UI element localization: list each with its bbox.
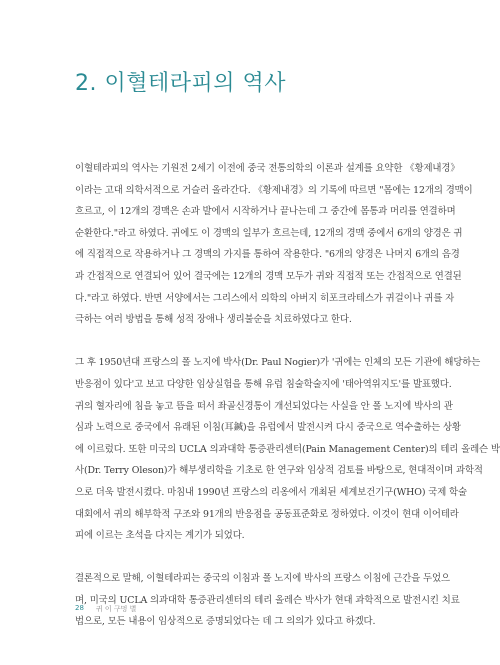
text-line: 심과 노력으로 중국에서 유래된 이침(耳鍼)을 유럽에서 발전시켜 다시 중국으로 역수출하는 상황 bbox=[75, 422, 461, 434]
text-line: 흐르고, 이 12개의 경맥은 손과 발에서 시작하거나 끝나는데 그 중간에 몸통과 머리를 연결하며 bbox=[75, 206, 456, 218]
paragraph-3 bbox=[75, 568, 460, 633]
text-line: 다."라고 하였다. 반면 서양에서는 그리스에서 의학의 아버지 히포크라테스가 귀걸이나 귀를 자 bbox=[75, 292, 455, 304]
text-line: 법으로, 모든 내용이 임상적으로 증명되었다는 데 그 의의가 있다고 하겠다. bbox=[75, 616, 376, 628]
text-line: 그 후 1950년대 프랑스의 폴 노지에 박사(Dr. Paul Nogier)가 '귀에는 인체의 모든 기관에 해당하는 bbox=[75, 357, 481, 369]
text-line: 극하는 여러 방법을 통해 성적 장애나 생리불순을 치료하였다고 한다. bbox=[75, 314, 352, 326]
text-line: 반응점이 있다'고 보고 다양한 임상실험을 통해 유럽 침술학술지에 '태아역위지도'를 발표했다. bbox=[75, 378, 452, 390]
text-line: 대회에서 귀의 해부학적 구조와 91개의 반응점을 공동표준화로 정하였다. 이것이 현대 이어테라 bbox=[75, 508, 459, 520]
text-line: 피에 이르는 초석을 다지는 계기가 되었다. bbox=[75, 530, 245, 542]
text-line: 에 이르렀다. 또한 미국의 UCLA 의과대학 통증관리센터(Pain Management Center)의 테리 올레슨 박 bbox=[75, 443, 500, 455]
page-number: 28 bbox=[75, 604, 84, 612]
paragraph-2 bbox=[75, 352, 500, 546]
paragraph-1 bbox=[75, 158, 473, 331]
text-line: 순환한다."라고 하였다. 귀에도 이 경맥의 일부가 흐르는데, 12개의 경맥 중에서 6개의 양경은 귀 bbox=[75, 227, 463, 239]
text-line: 과 간접적으로 연결되어 있어 결국에는 12개의 경맥 모두가 귀와 직접적 또는 간접적으로 연결된 bbox=[75, 270, 462, 282]
text-line: 귀의 혈자리에 침을 놓고 뜸을 떠서 좌골신경통이 개선되었다는 사실을 안 폴 노지에 박사의 관 bbox=[75, 400, 453, 412]
text-line: 이혈테라피의 역사는 기원전 2세기 이전에 중국 전통의학의 이론과 설계를 요약한 《황제내경》 bbox=[75, 163, 460, 174]
text-line: 으로 더욱 발전시켰다. 마침내 1990년 프랑스의 리옹에서 개최된 세계보건기구(WHO) 국제 학술 bbox=[75, 486, 467, 498]
text-line: 사(Dr. Terry Oleson)가 해부생리학을 기초로 한 연구와 임상적 검토를 바탕으로, 현대적이며 과학적 bbox=[75, 465, 483, 477]
text-line: 며, 미국의 UCLA 의과대학 통증관리센터의 테리 올레슨 박사가 현대 과학적으로 발전시킨 치료 bbox=[75, 594, 460, 606]
text-line: 에 직접적으로 작용하거나 그 경맥의 가지를 통하여 작용한다. "6개의 양경은 나머지 6개의 음경 bbox=[75, 249, 460, 261]
text-line: 결론적으로 말해, 이혈테라피는 중국의 이침과 폴 노지에 박사의 프랑스 이침에 근간을 두었으 bbox=[75, 573, 450, 585]
chapter-title: 2. 이혈테라피의 역사 bbox=[75, 71, 286, 96]
page-footer bbox=[75, 604, 136, 614]
body-text bbox=[75, 158, 500, 633]
text-line: 이라는 고대 의학서적으로 거슬러 올라간다. 《황제내경》의 기록에 따르면 "몸에는 12개의 경맥이 bbox=[75, 184, 473, 196]
running-title: 귀 이 구멍 별 bbox=[95, 605, 137, 613]
